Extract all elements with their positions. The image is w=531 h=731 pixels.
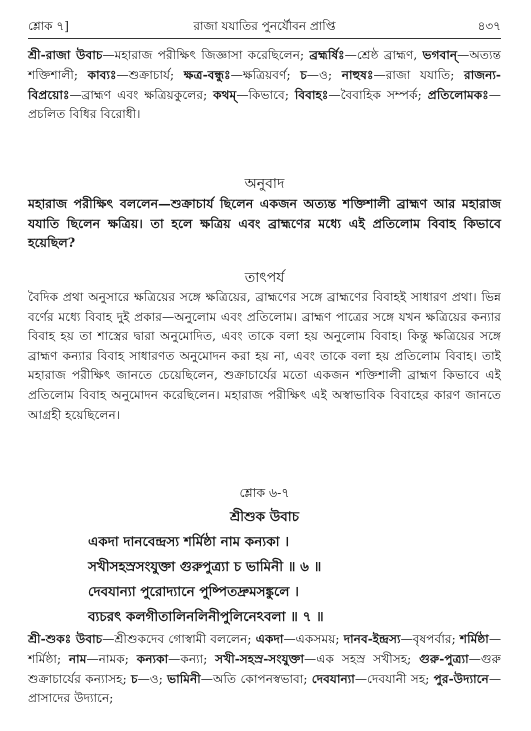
gloss-meaning: —মহারাজ পরীক্ষিৎ জিজ্ঞাসা করেছিলেন; (102, 48, 310, 62)
gloss-meaning: —বৈবাহিক সম্পর্ক; (328, 87, 428, 102)
header-page-number: ৪৩৭ (477, 19, 501, 33)
gloss-meaning: —শর্মিষ্ঠা; (28, 632, 502, 666)
gloss-meaning: —এক সহস্র সখীসহ; (304, 651, 420, 666)
gloss-term: কথম্ (213, 87, 237, 102)
gloss-term: প্রতিলোমকঃ (427, 87, 489, 102)
gloss-meaning: —ক্ষত্রিয়বর্ণ; (230, 67, 301, 82)
gloss-term: দেবযান্যা (311, 671, 355, 686)
gloss-term: গুরু-পুত্র্যা (419, 651, 469, 666)
gloss-meaning: —শ্রেষ্ঠ ব্রাহ্মণ, (344, 48, 423, 62)
gloss-term: সখী-সহস্র-সংযুক্তা (215, 651, 304, 666)
gloss-term: কাব্যঃ (87, 67, 117, 82)
gloss-term: পুর-উদ্যানে (433, 671, 489, 686)
gloss-meaning: —কন্যা; (168, 651, 216, 666)
header-divider (28, 38, 501, 39)
gloss-term: রাজন্য-বিপ্রয়োঃ (28, 67, 501, 102)
header-verse-ref: শ্লোক ৭] (28, 19, 69, 33)
verse-speaker: শ্রীশুক উবাচ (229, 509, 300, 525)
gloss-term: ব্রহ্মর্ষিঃ (309, 48, 345, 62)
purport-heading: তাৎপর্য (244, 270, 285, 286)
gloss-meaning: —একসময়; (283, 632, 344, 646)
sanskrit-verse (88, 530, 491, 630)
gloss-term: শ্রী-রাজা উবাচ (28, 48, 103, 62)
gloss-meaning: —গুরু শুক্রাচার্যের কন্যাসহ; (28, 651, 501, 686)
gloss-meaning: —নামক; (86, 651, 137, 666)
gloss-meaning: —রাজা যযাতি; (373, 67, 464, 82)
purport-text: বৈদিক প্রথা অনুসারে ক্ষত্রিয়ের সঙ্গে ক্ষত্রিয়ের, ব্রাহ্মণের সঙ্গে ব্রাহ্মণের বিবাহই সাধারণ প্রথা। ভিন্ন বর্ণের মধ্যে বিবাহ দুই প্রকার—অনুলোম এবং প্রতিলোম। ব্রাহ্মণ পাত্রের সঙ্গে যখন ক্ষত্রিয়ের কন্যার বিবাহ হয় তা শাস্ত্রের দ্বারা অনুমোদিত, এবং তাকে বলা হয় অনুলোম বিবাহ। কিন্তু ক্ষত্রিয়ের সঙ্গে ব্রাহ্মণ কন্যার বিবাহ সাধারণত অনুমোদন করা হয় না, এবং তাকে বলা হয় প্রতিলোম বিবাহ। তাই মহারাজ পরীক্ষিৎ জানতে চেয়েছিলেন, শুক্রাচার্যের মতো একজন শক্তিশালী ব্রাহ্মণ কিভাবে এই প্রতিলোম বিবাহ অনুমোদন করেছিলেন। মহারাজ পরীক্ষিৎ এই অস্বাভাবিক বিবাহের কারণ জানতে আগ্রহী হয়েছিলেন। (28, 290, 501, 422)
gloss-term: চ (131, 671, 138, 686)
gloss-meaning: —অতি কোপনস্বভাবা; (200, 671, 312, 686)
word-for-word-gloss-2 (28, 630, 501, 709)
translation-heading: অনুবাদ (244, 176, 285, 192)
gloss-meaning: —ও; (306, 67, 342, 82)
gloss-term: শ্রী-শুকঃ উবাচ (28, 632, 103, 646)
gloss-meaning: —দেবযানী সহ; (354, 671, 434, 686)
gloss-term: কন্যকা (136, 651, 169, 666)
gloss-term: একদা (255, 632, 284, 646)
page-header (28, 18, 501, 38)
gloss-meaning: —বৃষপর্বার; (400, 632, 460, 646)
gloss-meaning: —ব্রাহ্মণ এবং ক্ষত্রিয়কুলের; (69, 87, 214, 102)
gloss-meaning: —প্রচলিত বিধির বিরোধী। (28, 87, 501, 122)
gloss-term: দানব-ইন্দ্রস্য (343, 632, 401, 646)
translation-text: মহারাজ পরীক্ষিৎ বললেন—শুক্রাচার্য ছিলেন একজন অত্যন্ত শক্তিশালী ব্রাহ্মণ আর মহারাজ যযাতি ছিলেন ক্ষত্রিয়। তা হলে ক্ষত্রিয় এবং ব্রাহ্মণের মধ্যে এই প্রতিলোম বিবাহ কিভাবে হয়েছিল? (28, 196, 501, 251)
gloss-meaning: —অত্যন্ত শক্তিশালী; (28, 48, 501, 82)
verse-line: দেবযান্যা পুরোদ্যানে পুষ্পিতদ্রুমসঙ্কুলে । (88, 584, 299, 600)
gloss-term: শর্মিষ্ঠা (459, 632, 489, 646)
verse-line: সখীসহস্রসংযুক্তা গুরুপুত্র্যা চ ভামিনী ॥ ৬ ॥ (88, 559, 322, 575)
gloss-term: ভামিনী (167, 671, 201, 686)
verse-line: ব্যচরৎ কলগীতালিনলিনীপুলিনেঽবলা ॥ ৭ ॥ (88, 609, 324, 625)
word-for-word-gloss-1 (28, 46, 501, 125)
gloss-term: চ (300, 67, 307, 82)
gloss-term: ভগবান্ (422, 48, 458, 62)
gloss-term: নাম (68, 651, 87, 666)
gloss-meaning: —প্রাসাদের উদ্যানে; (28, 671, 501, 706)
header-chapter-title: রাজা যযাতির পুনর্যৌবন প্রাপ্তি (193, 19, 336, 33)
gloss-term: বিবাহঃ (294, 87, 329, 102)
gloss-meaning: —শুক্রাচার্য; (116, 67, 184, 82)
verse-line: একদা দানবেন্দ্রস্য শর্মিষ্ঠা নাম কন্যকা । (88, 534, 290, 550)
verse-number: শ্লোক ৬-৭ (239, 485, 290, 500)
gloss-term: ক্ষত্র-বন্ধুঃ (183, 67, 231, 82)
gloss-term: নাহুষঃ (341, 67, 374, 82)
gloss-meaning: —কিভাবে; (236, 87, 295, 102)
gloss-meaning: —ও; (137, 671, 168, 686)
gloss-meaning: —শ্রীশুকদেব গোস্বামী বললেন; (102, 632, 256, 646)
